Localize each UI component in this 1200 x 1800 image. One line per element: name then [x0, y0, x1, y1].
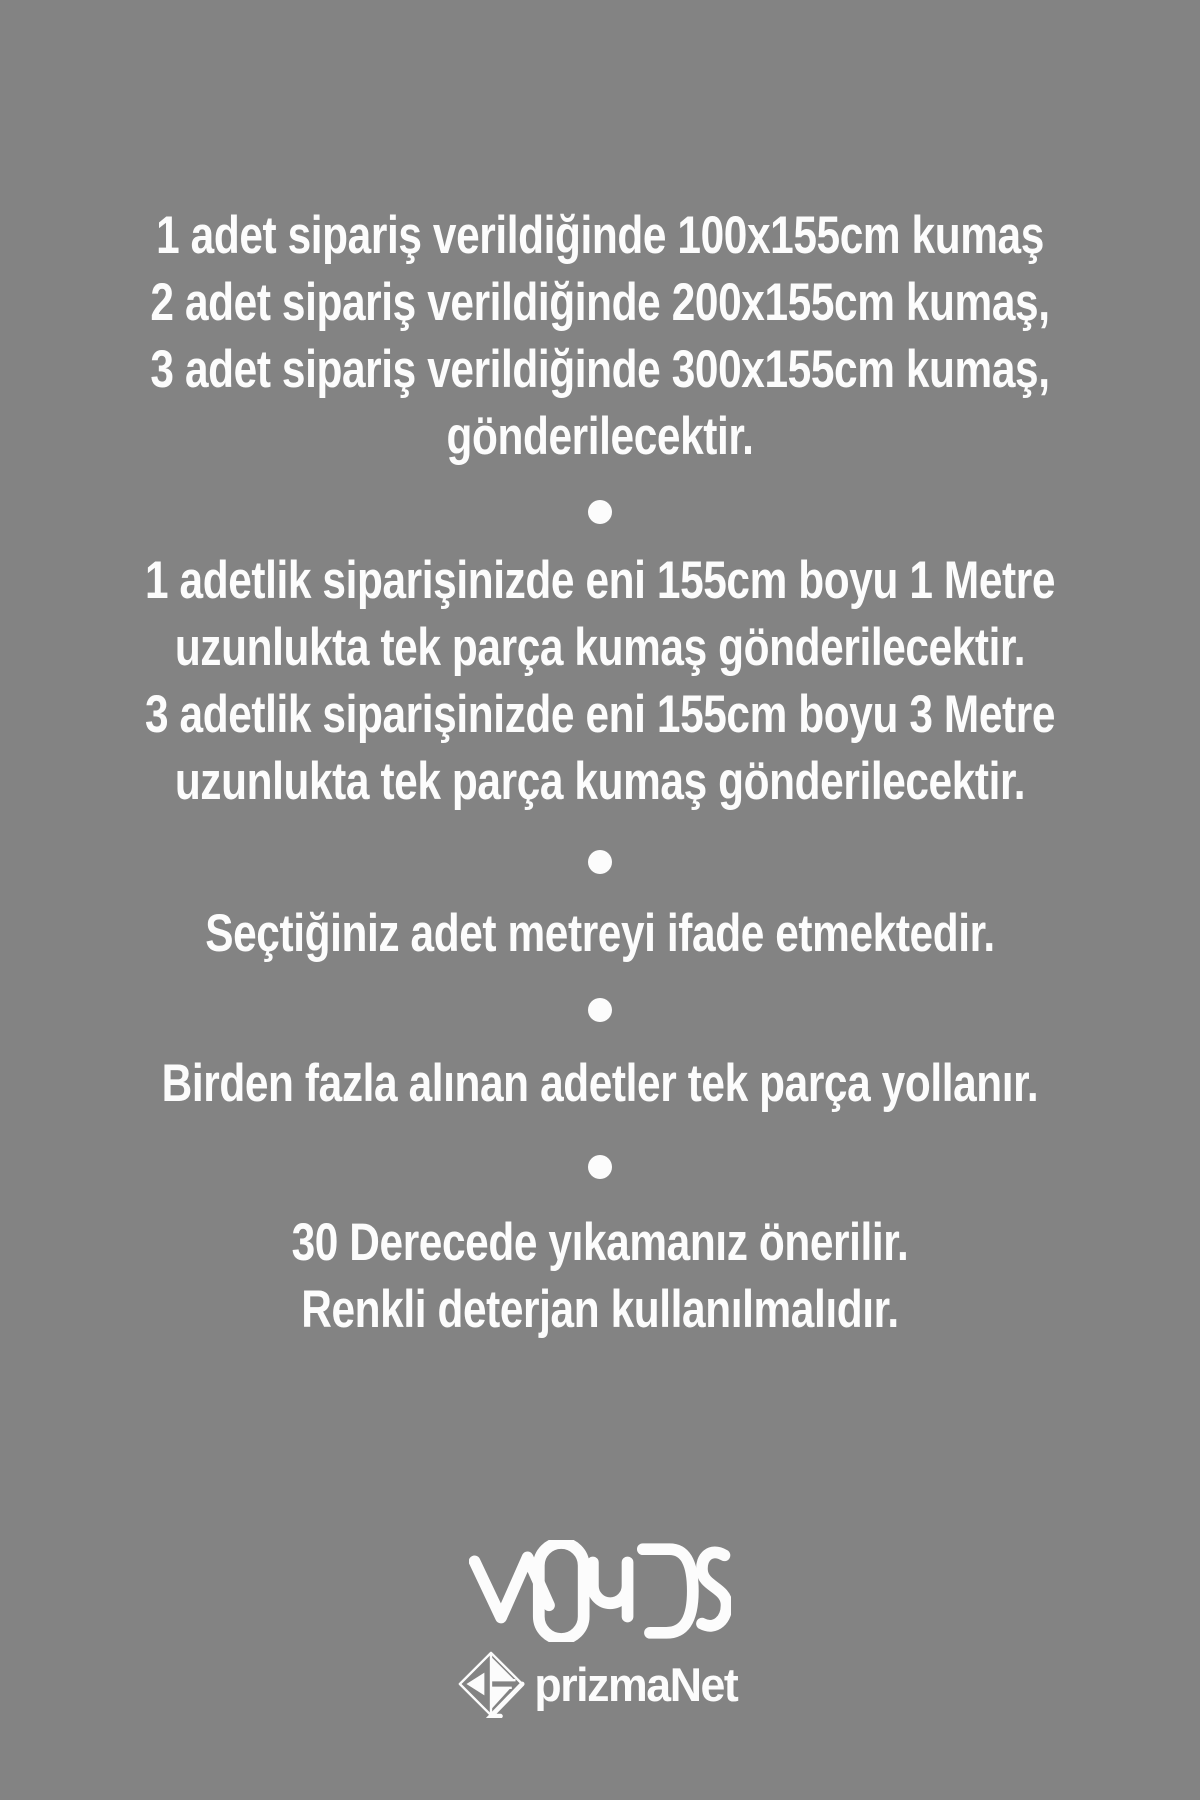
paragraph-line: 3 adet sipariş verildiğinde 300x155cm kumaş,: [150, 340, 1050, 399]
letter-s: [702, 1552, 727, 1625]
letter-j: [643, 1549, 693, 1633]
paragraph-line: 1 adetlik siparişinizde eni 155cm boyu 1 Metre: [144, 551, 1056, 610]
paragraph-line: gönderilecektir.: [446, 407, 754, 466]
paragraph-line: 30 Derecede yıkamanız önerilir.: [291, 1213, 909, 1272]
moujs-logo: [469, 1540, 731, 1642]
bullet-separator: [588, 850, 612, 874]
paragraph-line: Birden fazla alınan adetler tek parça yollanır.: [161, 1054, 1039, 1113]
single-piece-note-paragraph: [0, 1050, 1200, 1117]
paragraph-line: Seçtiğiniz adet metreyi ifade etmektedir.: [205, 904, 995, 963]
bullet-separator: [588, 1155, 612, 1179]
washing-note-paragraph: [0, 1209, 1200, 1343]
paragraph-line: uzunlukta tek parça kumaş gönderilecektir.: [174, 752, 1026, 811]
letter-u: [593, 1562, 628, 1616]
order-sizes-paragraph: [0, 202, 1200, 470]
brand-footer: [0, 1540, 1200, 1718]
prizmanet-wordmark: prizmaNet: [534, 1657, 738, 1711]
bullet-separator: [588, 998, 612, 1022]
paragraph-line: 3 adetlik siparişinizde eni 155cm boyu 3 Metre: [144, 685, 1056, 744]
paragraph-line: 1 adet sipariş verildiğinde 100x155cm kumaş: [156, 206, 1044, 265]
quantity-note-paragraph: [0, 900, 1200, 967]
prizma-icon: [457, 1650, 525, 1718]
prizmanet-logo: [0, 1650, 1200, 1718]
piece-length-paragraph: [0, 547, 1200, 815]
paragraph-line: 2 adet sipariş verildiğinde 200x155cm kumaş,: [150, 273, 1050, 332]
paragraph-line: uzunlukta tek parça kumaş gönderilecektir.: [174, 618, 1026, 677]
paragraph-line: Renkli deterjan kullanılmalıdır.: [301, 1280, 899, 1339]
bullet-separator: [588, 500, 612, 524]
